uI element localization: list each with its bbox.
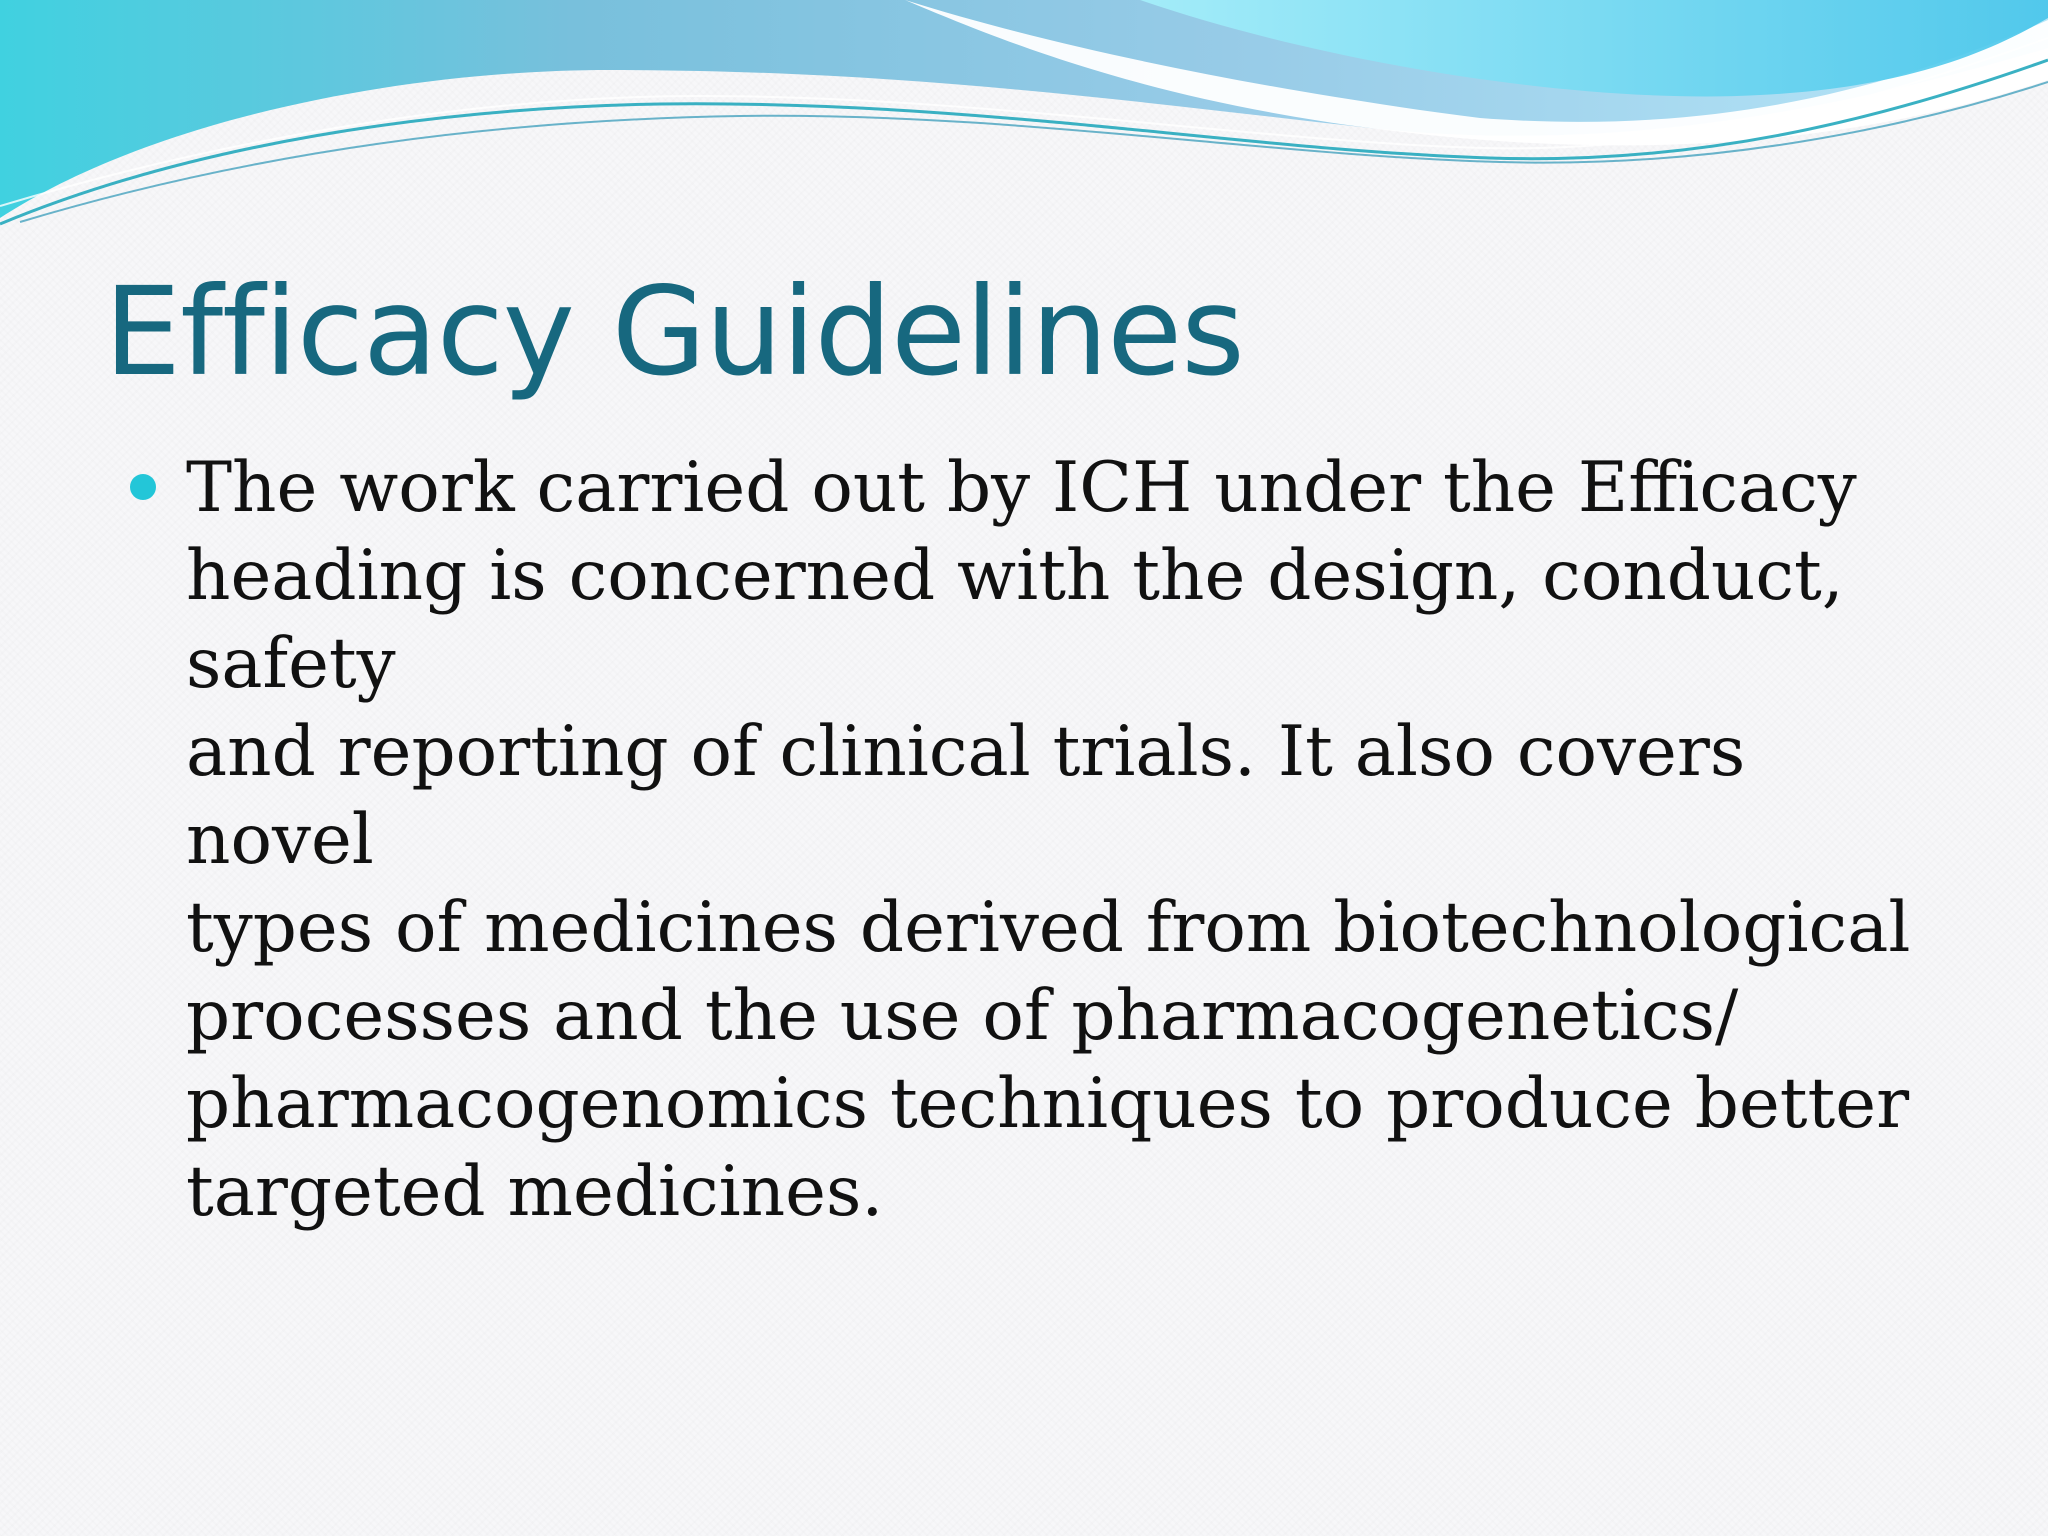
bullet-dot-icon bbox=[130, 474, 156, 500]
bullet-text: The work carried out by ICH under the Efficacy heading is concerned with the design, conduct, safety and reporting of clinical trials. It also covers novel types of medicines derived from biotechnological processes and the use of pharmacogenetics/ pharmacogenomics techniques to produce better targeted medicines. bbox=[186, 448, 1911, 1232]
slide-title: Efficacy Guidelines bbox=[104, 261, 1244, 403]
header-wave-decoration bbox=[0, 0, 2048, 240]
bullet-list bbox=[118, 444, 1918, 1236]
bullet-item bbox=[118, 444, 1918, 1236]
